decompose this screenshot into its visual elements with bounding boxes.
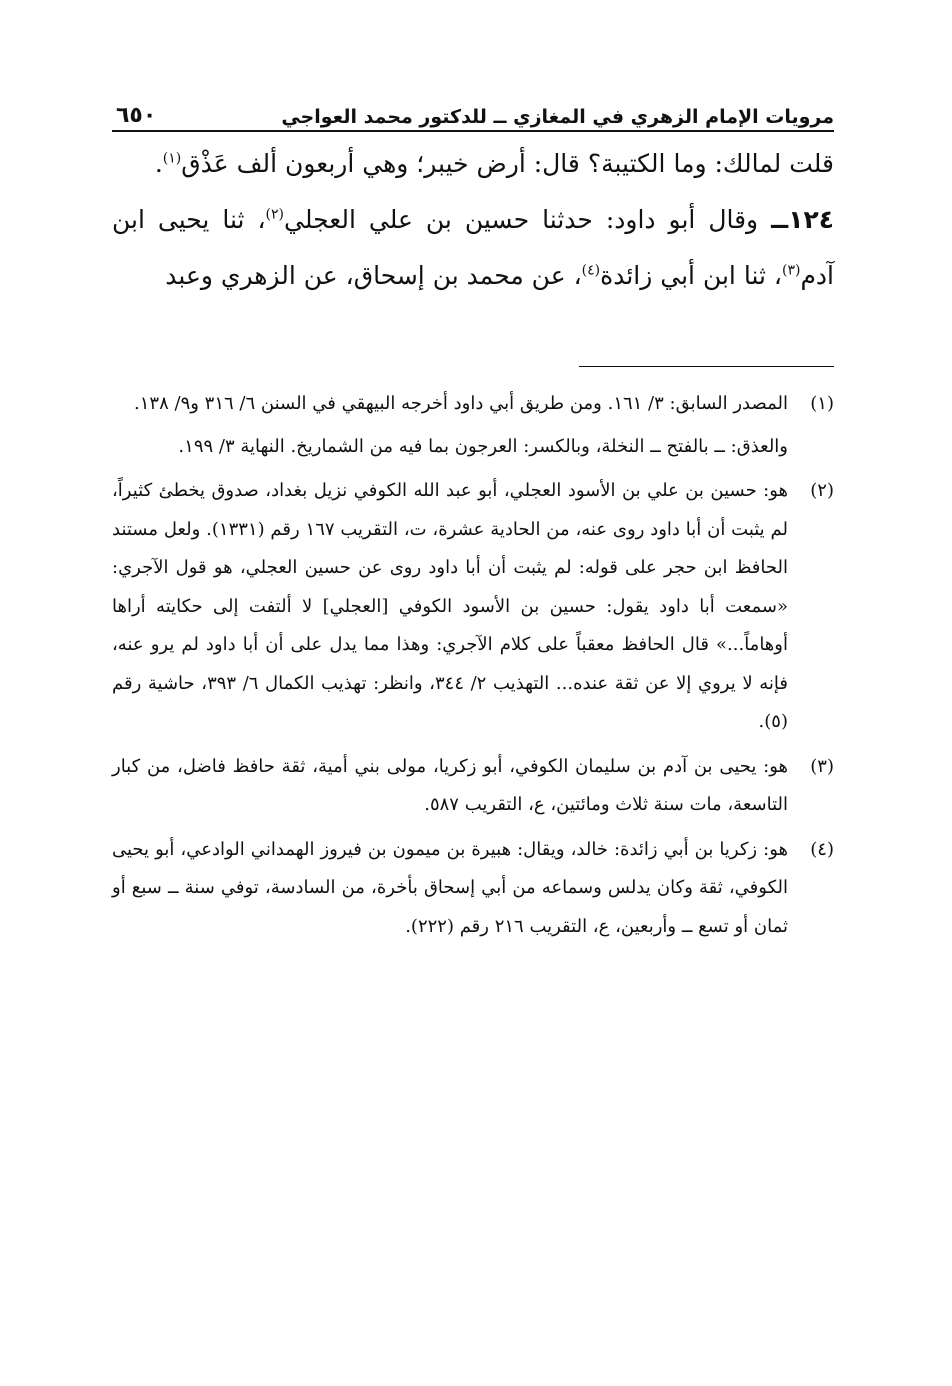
footnote-ref-1: (١)	[162, 150, 182, 167]
footnote-body	[112, 831, 788, 947]
header-title: مرويات الإمام الزهري في المغازي ــ للدكتور محمد العواجي	[281, 106, 834, 128]
main-line-end: .	[154, 149, 163, 178]
footnote-paragraph: هو: يحيى بن آدم بن سليمان الكوفي، أبو زكريا، مولى بني أمية، ثقة حافظ فاضل، من كبار التاسعة، مات سنة ثلاث ومائتين، ع، التقريب ٥٨٧.	[112, 755, 788, 815]
footnote-1	[112, 385, 834, 466]
footnote-body	[112, 472, 788, 742]
running-header	[112, 92, 834, 132]
hadith-text-part-1: وقال أبو داود: حدثنا حسين بن علي العجلي	[284, 205, 772, 234]
main-paragraph-1	[112, 136, 834, 192]
footnote-body	[112, 748, 788, 825]
hadith-text-part-2: ، ثنا يحيى ابن آدم	[112, 205, 834, 290]
footnote-body	[112, 385, 788, 466]
footnote-separator	[579, 366, 834, 367]
footnote-number: (٤)	[810, 838, 834, 860]
footnote-paragraph: هو: حسين بن علي بن الأسود العجلي، أبو عبد الله الكوفي نزيل بغداد، صدوق يخطئ كثيراً، لم يثبت أن أبا داود روى عنه، من الحادية عشرة، ت، التقريب ١٦٧ رقم (١٣٣١). ولعل مستند الحافظ ابن حجر على قوله: لم يثبت أن أبا داود روى عن حسين العجلي، هو قول الآجري: «سمعت أبا داود يقول: حسين بن الأسود الكوفي [العجلي] لا ألتفت إلى حكايته أراها أوهاماً...» قال الحافظ معقباً على كلام الآجري: وهذا مما يدل على أن أبا داود لم يرو عنه، فإنه لا يروي إلا عن ثقة عنده... التهذيب ٢/ ٣٤٤، وانظر: تهذيب الكمال ٦/ ٣٩٣، حاشية رقم (٥).	[112, 480, 788, 732]
footnote-2	[112, 472, 834, 742]
page-number: ٦٥٠	[116, 103, 157, 128]
footnote-paragraph: المصدر السابق: ٣/ ١٦١. ومن طريق أبي داود أخرجه البيهقي في السنن ٦/ ٣١٦ و٩/ ١٣٨.	[134, 393, 788, 414]
footnote-number: (٣)	[810, 755, 834, 777]
hadith-number: ١٢٤ــ	[771, 205, 834, 234]
footnote-number: (١)	[810, 393, 834, 414]
footnote-number: (٢)	[810, 480, 834, 501]
footnote-separator-wrap	[112, 366, 834, 367]
footnote-3	[112, 748, 834, 825]
footnote-ref-2: (٢)	[265, 206, 285, 223]
hadith-text-part-4: ، عن محمد بن إسحاق، عن الزهري وعبد	[165, 261, 582, 290]
main-line-text: قلت لمالك: وما الكتيبة؟ قال: أرض خيبر؛ وهي أربعون ألف عَذْق	[181, 149, 834, 178]
main-text	[112, 136, 834, 304]
footnote-paragraph: والعذق: ــ بالفتح ــ النخلة، وبالكسر: العرجون بما فيه من الشماريخ. النهاية ٣/ ١٩٩.	[178, 435, 788, 457]
footnote-paragraph: هو: زكريا بن أبي زائدة: خالد، ويقال: هبيرة بن ميمون بن فيروز الهمداني الوادعي، أبو يحيى الكوفي، ثقة وكان يدلس وسماعه من أبي إسحاق بأخرة، من السادسة، توفي سنة ــ سبع أو ثمان أو تسع ــ وأربعين، ع، التقريب ٢١٦ رقم (٢٢٢).	[112, 838, 788, 937]
hadith-text-part-3: ، ثنا ابن أبي زائدة	[600, 261, 782, 290]
book-page	[112, 92, 834, 1352]
main-paragraph-2	[112, 192, 834, 304]
footnotes	[112, 385, 834, 946]
footnote-ref-3: (٣)	[781, 262, 801, 279]
footnote-ref-4: (٤)	[581, 262, 601, 279]
footnote-4	[112, 831, 834, 947]
